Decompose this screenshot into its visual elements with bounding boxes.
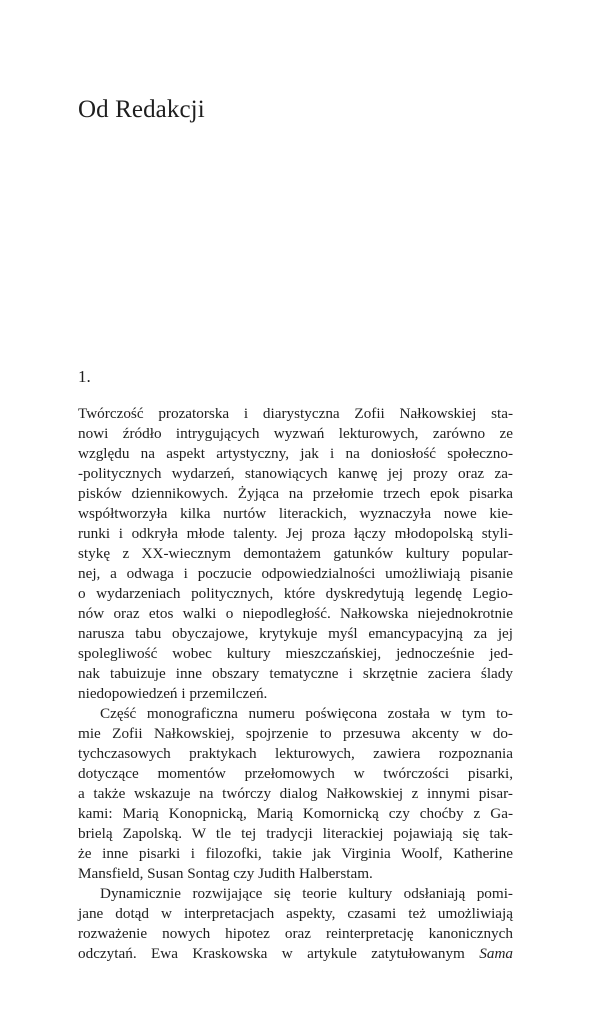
text-line-content: -politycznych wydarzeń, stanowiących kanwę jej prozy oraz za- xyxy=(78,465,513,482)
text-line-content: o wydarzeniach politycznych, które dyskredytują legendę Legio- xyxy=(78,585,513,602)
text-line xyxy=(78,444,513,464)
text-line xyxy=(78,884,513,904)
text-line xyxy=(78,784,513,804)
text-line-content: spolegliwość wobec kultury mieszczańskiej, jednocześnie jed- xyxy=(78,645,513,662)
text-line xyxy=(78,524,513,544)
text-line-content: nak tabuizuje inne obszary tematyczne i skrzętnie zaciera ślady xyxy=(78,665,513,682)
italic-title-fragment: Sama xyxy=(479,945,513,962)
text-line xyxy=(78,904,513,924)
text-line-content: dotyczące momentów przełomowych w twórczości pisarki, xyxy=(78,765,513,782)
text-line xyxy=(78,924,513,944)
page-title: Od Redakcji xyxy=(78,96,205,123)
text-line xyxy=(78,944,513,964)
text-line-content: mie Zofii Nałkowskiej, spojrzenie to przesuwa akcenty w do- xyxy=(78,725,513,742)
text-line-content: jane dotąd w interpretacjach aspekty, czasami też umożliwiają xyxy=(78,905,513,922)
text-line-content: brielą Zapolską. W tle tej tradycji literackiej pojawiają się tak- xyxy=(78,825,513,842)
text-line-content: a także wskazuje na twórczy dialog Nałkowskiej z innymi pisar- xyxy=(78,785,513,802)
text-line xyxy=(78,504,513,524)
text-line-content: nej, a odwaga i poczucie odpowiedzialności umożliwiają pisanie xyxy=(78,565,513,582)
text-line-content: stykę z XX-wiecznym demontażem gatunków kultury popular- xyxy=(78,545,513,562)
text-line-content: względu na aspekt artystyczny, jak i na doniosłość społeczno- xyxy=(78,445,513,462)
text-line-content: nów oraz etos walki o niepodległość. Nałkowska niejednokrotnie xyxy=(78,605,513,622)
text-line xyxy=(78,604,513,624)
text-line-content: że inne pisarki i filozofki, takie jak Virginia Woolf, Katherine xyxy=(78,845,513,862)
text-line xyxy=(78,644,513,664)
text-line-content: Dynamicznie rozwijające się teorie kultury odsłaniają pomi- xyxy=(100,885,513,902)
text-line xyxy=(78,484,513,504)
text-line xyxy=(78,724,513,744)
text-line xyxy=(78,624,513,644)
text-line-content: tychczasowych praktykach lekturowych, zawiera rozpoznania xyxy=(78,745,513,762)
text-line-content: narusza tabu obyczajowe, krytykuje myśl emancypacyjną za jej xyxy=(78,625,513,642)
text-line-content: Mansfield, Susan Sontag czy Judith Halberstam. xyxy=(78,865,373,882)
text-line xyxy=(78,424,513,444)
text-line-content: kami: Marią Konopnicką, Marią Komornicką czy choćby z Ga- xyxy=(78,805,513,822)
text-line-content: rozważenie nowych hipotez oraz reinterpretację kanonicznych xyxy=(78,925,513,942)
text-line xyxy=(78,404,513,424)
text-line xyxy=(78,704,513,724)
text-line xyxy=(78,664,513,684)
text-line-content: pisków dziennikowych. Żyjąca na przełomie trzech epok pisarka xyxy=(78,485,513,502)
text-line xyxy=(78,564,513,584)
text-line xyxy=(78,844,513,864)
text-line-content: nowi źródło intrygujących wyzwań lekturowych, zarówno ze xyxy=(78,425,513,442)
text-line-content: współtworzyła kilka nurtów literackich, wyznaczyła nowe kie- xyxy=(78,505,513,522)
text-line-content: niedopowiedzeń i przemilczeń. xyxy=(78,685,268,702)
text-line xyxy=(78,804,513,824)
section-number: 1. xyxy=(78,367,91,386)
text-line-content: Część monograficzna numeru poświęcona została w tym to- xyxy=(100,705,513,722)
text-line-content: Twórczość prozatorska i diarystyczna Zofii Nałkowskiej sta- xyxy=(78,405,513,422)
text-line-content: runki i odkryła młode talenty. Jej proza łączy młodopolską styli- xyxy=(78,525,513,542)
text-line xyxy=(78,544,513,564)
text-line xyxy=(78,584,513,604)
body-text xyxy=(78,404,513,964)
text-line xyxy=(78,464,513,484)
text-line xyxy=(78,744,513,764)
text-line xyxy=(78,864,513,884)
text-line xyxy=(78,824,513,844)
text-line-content: odczytań. Ewa Kraskowska w artykule zatytułowanym xyxy=(78,945,480,962)
text-line xyxy=(78,684,513,704)
text-line xyxy=(78,764,513,784)
